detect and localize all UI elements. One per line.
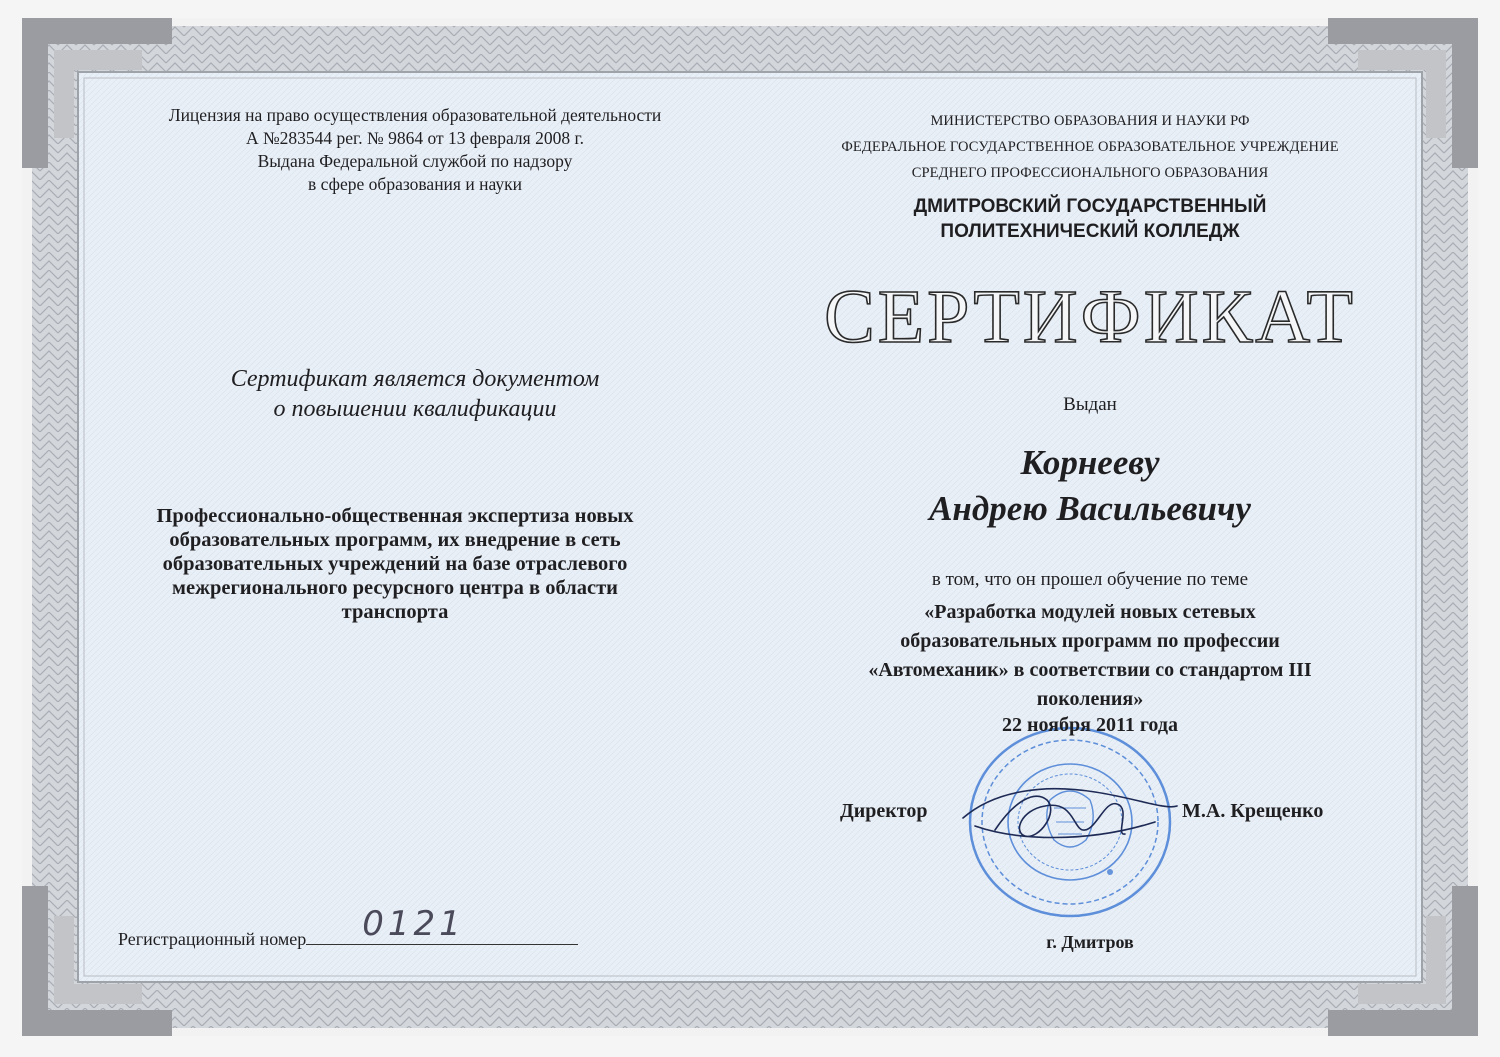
recipient-surname: Корнееву	[1020, 443, 1160, 482]
topic-line: «Автомеханик» в соответствии со стандартом III	[868, 659, 1312, 681]
license-line: в сфере образования и науки	[308, 174, 522, 194]
license-line: Выдана Федеральной службой по надзору	[257, 151, 573, 171]
recipient-name	[790, 440, 1390, 532]
statement-line: о повышении квалификации	[273, 396, 557, 422]
institution-type: СРЕДНЕГО ПРОФЕССИОНАЛЬНОГО ОБРАЗОВАНИЯ	[911, 165, 1269, 181]
program-line: образовательных учреждений на базе отраслевого	[162, 553, 628, 575]
recipient-given-names: Андрею Васильевичу	[929, 489, 1251, 528]
director-name: М.А. Крещенко	[1182, 800, 1324, 822]
registration-line	[306, 904, 578, 945]
institution-type: ФЕДЕРАЛЬНОЕ ГОСУДАРСТВЕННОЕ ОБРАЗОВАТЕЛЬНОЕ УЧРЕЖДЕНИЕ	[841, 139, 1339, 155]
statement-line: Сертификат является документом	[230, 366, 600, 392]
certificate-statement	[100, 364, 730, 424]
college-name	[790, 194, 1390, 244]
issued-label: Выдан	[1063, 394, 1117, 415]
license-line: А №283544 рег. № 9864 от 13 февраля 2008 г.	[245, 128, 585, 148]
license-block	[100, 104, 730, 196]
topic-intro: в том, что он прошел обучение по теме	[931, 569, 1249, 590]
course-topic	[790, 598, 1390, 714]
college-name-line: ДМИТРОВСКИЙ ГОСУДАРСТВЕННЫЙ	[913, 196, 1267, 217]
college-name-line: ПОЛИТЕХНИЧЕСКИЙ КОЛЛЕДЖ	[940, 221, 1240, 242]
license-line: Лицензия на право осуществления образовательной деятельности	[168, 105, 662, 125]
program-line: образовательных программ, их внедрение в сеть	[169, 529, 621, 551]
topic-line: поколения»	[1036, 688, 1144, 710]
program-line: межрегионального ресурсного центра в области	[172, 577, 618, 599]
program-line: транспорта	[341, 601, 449, 623]
registration-number-field	[118, 904, 578, 950]
city-label: г. Дмитров	[1046, 932, 1134, 952]
topic-line: образовательных программ по профессии	[900, 630, 1280, 652]
program-title	[80, 504, 710, 624]
director-signature	[955, 770, 1185, 860]
program-line: Профессионально-общественная экспертиза новых	[156, 505, 634, 527]
registration-number: 0121	[362, 904, 465, 944]
certificate-title: СЕРТИФИКАТ	[824, 275, 1356, 359]
registration-label: Регистрационный номер	[118, 929, 307, 949]
completion-date: 22 ноября 2011 года	[1002, 714, 1178, 736]
ministry-name: МИНИСТЕРСТВО ОБРАЗОВАНИЯ И НАУКИ РФ	[930, 113, 1250, 129]
director-label: Директор	[840, 800, 928, 822]
topic-line: «Разработка модулей новых сетевых	[924, 601, 1256, 623]
issuer-block	[790, 108, 1390, 186]
